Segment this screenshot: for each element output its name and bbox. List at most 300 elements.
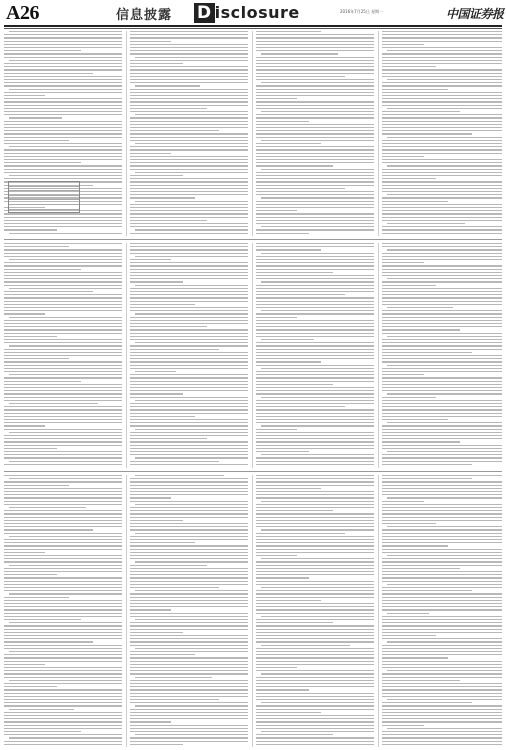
text-line <box>256 625 374 626</box>
text-line <box>256 220 374 221</box>
text-line <box>382 664 502 665</box>
text-line <box>4 226 122 227</box>
text-line <box>256 568 374 569</box>
text-line <box>4 365 122 366</box>
text-line <box>130 494 248 495</box>
text-line <box>256 204 374 205</box>
text-line <box>382 191 502 192</box>
text-line <box>382 448 502 449</box>
text-line <box>4 638 122 639</box>
text-line <box>256 352 374 353</box>
text-line <box>256 172 374 173</box>
text-line <box>261 731 374 732</box>
text-line <box>256 680 374 681</box>
text-line <box>4 262 122 263</box>
text-line <box>382 565 502 566</box>
text-line <box>9 146 122 147</box>
text-line <box>135 342 248 343</box>
text-line <box>4 124 122 125</box>
text-line <box>4 393 122 394</box>
text-line <box>382 47 502 48</box>
text-line <box>130 728 248 729</box>
text-line <box>9 709 74 710</box>
text-line <box>382 657 448 658</box>
text-line <box>256 194 374 195</box>
text-line <box>4 677 122 678</box>
text-line <box>256 413 374 414</box>
text-line <box>4 645 122 646</box>
text-line <box>256 98 297 99</box>
text-line <box>382 638 502 639</box>
text-line <box>382 545 448 546</box>
column-divider <box>252 475 253 747</box>
text-line <box>256 686 374 687</box>
text-line <box>256 272 333 273</box>
text-line <box>382 31 502 32</box>
text-line <box>382 60 502 61</box>
text-line <box>130 435 248 436</box>
text-line <box>256 606 374 607</box>
text-line <box>130 243 248 244</box>
text-line <box>4 416 122 417</box>
text-line <box>387 223 465 224</box>
text-line <box>4 635 122 636</box>
text-line <box>4 387 122 388</box>
text-line <box>256 526 374 527</box>
text-line <box>382 133 472 134</box>
text-line <box>256 552 374 553</box>
text-line <box>130 275 248 276</box>
page-number: A26 <box>6 2 39 24</box>
text-line <box>256 406 345 407</box>
text-line <box>130 301 248 302</box>
text-line <box>9 737 122 738</box>
text-line <box>130 213 248 214</box>
text-line <box>4 249 122 250</box>
section-rule <box>4 239 502 240</box>
text-line <box>382 577 502 578</box>
text-line <box>130 381 248 382</box>
text-line <box>382 571 502 572</box>
text-line <box>130 329 248 330</box>
text-line <box>130 197 195 198</box>
text-line <box>256 536 374 537</box>
text-line <box>4 705 122 706</box>
text-line <box>4 587 122 588</box>
text-line <box>261 501 374 502</box>
text-column <box>382 31 502 236</box>
text-line <box>130 41 171 42</box>
text-line <box>135 143 248 144</box>
text-line <box>387 451 502 452</box>
text-line <box>256 393 374 394</box>
text-line <box>256 285 374 286</box>
text-line <box>130 651 248 652</box>
text-line <box>256 291 374 292</box>
text-line <box>130 702 248 703</box>
text-line <box>130 377 248 378</box>
text-line <box>261 226 374 227</box>
text-line <box>4 539 122 540</box>
text-line <box>9 317 122 318</box>
text-line <box>130 387 248 388</box>
text-line <box>130 542 195 543</box>
text-line <box>130 513 248 514</box>
text-line <box>256 159 374 160</box>
text-line <box>382 253 502 254</box>
text-line <box>9 288 122 289</box>
text-line <box>387 555 502 556</box>
text-line <box>256 377 374 378</box>
text-line <box>382 603 502 604</box>
text-line <box>261 645 350 646</box>
text-line <box>130 76 248 77</box>
text-line <box>256 229 374 230</box>
text-line <box>130 278 248 279</box>
text-line <box>256 256 374 257</box>
text-line <box>4 590 122 591</box>
text-line <box>256 728 374 729</box>
section-title <box>116 3 300 23</box>
text-line <box>382 400 502 401</box>
text-line <box>4 333 122 334</box>
text-line <box>130 403 248 404</box>
text-line <box>256 92 374 93</box>
text-line <box>130 291 248 292</box>
text-line <box>130 320 248 321</box>
text-line <box>387 278 502 279</box>
text-line <box>4 368 122 369</box>
text-line <box>130 146 248 147</box>
text-line <box>256 613 374 614</box>
text-line <box>382 478 472 479</box>
text-line <box>4 294 122 295</box>
section-title-cn: 信息披露 <box>116 8 173 23</box>
text-line <box>382 345 502 346</box>
text-line <box>382 403 502 404</box>
text-line <box>256 44 374 45</box>
text-line <box>256 246 374 247</box>
text-line <box>256 278 374 279</box>
text-line <box>130 156 248 157</box>
text-line <box>382 625 502 626</box>
text-line <box>261 53 338 54</box>
text-line <box>135 677 212 678</box>
text-line <box>130 181 248 182</box>
text-line <box>256 162 374 163</box>
text-line <box>382 725 424 726</box>
column-divider <box>378 243 379 468</box>
text-line <box>382 89 448 90</box>
text-line <box>256 581 374 582</box>
text-line <box>130 265 248 266</box>
text-line <box>4 555 122 556</box>
text-line <box>130 82 248 83</box>
text-line <box>4 667 122 668</box>
text-line <box>130 69 248 70</box>
text-line <box>135 619 248 620</box>
text-line <box>4 44 122 45</box>
text-line <box>4 603 122 604</box>
text-line <box>256 149 374 150</box>
text-line <box>130 130 219 131</box>
text-line <box>256 121 309 122</box>
text-line <box>382 523 436 524</box>
text-line <box>256 523 374 524</box>
text-line <box>256 593 374 594</box>
text-line <box>130 635 248 636</box>
text-line <box>382 153 502 154</box>
text-line <box>4 712 122 713</box>
text-line <box>256 133 374 134</box>
text-line <box>130 34 248 35</box>
text-line <box>256 435 374 436</box>
text-line <box>130 539 248 540</box>
text-line <box>382 435 502 436</box>
column-divider <box>126 31 127 236</box>
text-line <box>130 683 248 684</box>
text-line <box>256 718 374 719</box>
text-line <box>382 262 424 263</box>
text-line <box>4 529 93 530</box>
text-line <box>382 629 502 630</box>
text-line <box>256 355 374 356</box>
text-line <box>4 313 45 314</box>
text-line <box>130 603 248 604</box>
text-line <box>130 358 248 359</box>
text-line <box>382 339 502 340</box>
text-line <box>256 275 374 276</box>
text-line <box>130 352 248 353</box>
text-line <box>382 651 502 652</box>
text-line <box>256 422 374 423</box>
text-column <box>256 243 374 468</box>
text-line <box>4 526 122 527</box>
text-line <box>256 481 374 482</box>
text-line <box>130 587 219 588</box>
text-line <box>4 108 122 109</box>
text-line <box>382 590 472 591</box>
text-line <box>4 441 122 442</box>
text-line <box>256 638 374 639</box>
text-line <box>382 731 502 732</box>
text-line <box>4 169 122 170</box>
text-line <box>387 336 502 337</box>
column-divider <box>252 31 253 236</box>
text-line <box>130 124 248 125</box>
text-line <box>130 419 248 420</box>
text-line <box>382 188 502 189</box>
text-line <box>130 111 248 112</box>
text-line <box>256 301 374 302</box>
text-line <box>135 371 176 372</box>
text-line <box>4 661 122 662</box>
text-line <box>130 66 248 67</box>
text-line <box>4 285 122 286</box>
text-line <box>256 358 374 359</box>
text-line <box>256 288 374 289</box>
text-line <box>256 114 374 115</box>
text-line <box>382 130 502 131</box>
text-line <box>4 73 93 74</box>
text-line <box>130 657 248 658</box>
text-line <box>256 105 374 106</box>
text-line <box>382 416 502 417</box>
text-line <box>256 689 309 690</box>
text-line <box>135 648 248 649</box>
text-line <box>4 217 122 218</box>
text-line <box>130 622 248 623</box>
text-line <box>256 409 374 410</box>
text-line <box>256 243 374 244</box>
text-line <box>382 114 502 115</box>
text-line <box>4 121 122 122</box>
text-line <box>382 677 502 678</box>
text-line <box>130 581 248 582</box>
text-line <box>256 201 374 202</box>
text-line <box>4 686 57 687</box>
text-line <box>256 326 374 327</box>
text-line <box>135 533 248 534</box>
section-title-en <box>194 3 300 23</box>
text-line <box>256 622 333 623</box>
text-line <box>256 457 374 458</box>
text-line <box>382 57 502 58</box>
section-title-en-rest: isclosure <box>214 3 300 22</box>
text-line <box>261 169 374 170</box>
text-line <box>130 664 248 665</box>
text-line <box>130 552 248 553</box>
text-line <box>387 137 502 138</box>
text-line <box>130 680 248 681</box>
text-line <box>256 693 374 694</box>
text-line <box>256 374 374 375</box>
text-line <box>130 485 248 486</box>
text-line <box>130 709 248 710</box>
text-line <box>382 117 502 118</box>
text-line <box>382 95 502 96</box>
text-line <box>382 705 502 706</box>
text-line <box>256 475 374 476</box>
text-line <box>382 197 502 198</box>
text-line <box>130 393 183 394</box>
text-line <box>4 172 122 173</box>
text-line <box>9 403 98 404</box>
text-line <box>382 600 502 601</box>
text-line <box>382 702 472 703</box>
masthead <box>0 0 506 24</box>
text-line <box>4 693 122 694</box>
text-line <box>130 262 248 263</box>
text-line <box>382 501 424 502</box>
text-line <box>382 413 502 414</box>
text-line <box>4 69 122 70</box>
text-line <box>4 584 122 585</box>
text-line <box>130 288 248 289</box>
text-line <box>382 310 502 311</box>
text-line <box>4 718 122 719</box>
text-line <box>130 461 219 462</box>
text-line <box>4 699 122 700</box>
text-line <box>130 31 248 32</box>
text-line <box>130 159 248 160</box>
text-line <box>256 188 345 189</box>
text-line <box>4 504 122 505</box>
text-line <box>130 422 248 423</box>
text-line <box>256 571 374 572</box>
text-line <box>4 390 122 391</box>
text-line <box>261 82 374 83</box>
text-line <box>382 207 502 208</box>
text-line <box>256 641 374 642</box>
text-line <box>4 406 122 407</box>
text-line <box>130 555 248 556</box>
text-line <box>130 488 248 489</box>
text-line <box>256 79 374 80</box>
text-line <box>382 92 502 93</box>
text-line <box>382 661 502 662</box>
text-line <box>256 478 374 479</box>
text-line <box>382 127 502 128</box>
text-line <box>382 441 460 442</box>
text-line <box>382 256 502 257</box>
text-line <box>382 101 502 102</box>
text-line <box>382 445 502 446</box>
text-line <box>135 172 248 173</box>
text-line <box>4 355 122 356</box>
text-line <box>256 494 374 495</box>
text-line <box>130 625 248 626</box>
text-line <box>256 223 374 224</box>
text-line <box>130 406 248 407</box>
text-line <box>382 291 502 292</box>
text-line <box>256 63 374 64</box>
text-line <box>261 425 374 426</box>
text-line <box>130 510 248 511</box>
text-line <box>4 400 122 401</box>
text-line <box>256 117 374 118</box>
text-line <box>130 507 248 508</box>
text-line <box>4 165 122 166</box>
text-line <box>382 204 502 205</box>
text-column <box>4 243 122 468</box>
text-line <box>4 162 81 163</box>
text-line <box>4 549 122 550</box>
text-line <box>130 89 248 90</box>
text-line <box>382 37 502 38</box>
text-line <box>130 413 248 414</box>
text-line <box>4 307 122 308</box>
text-line <box>4 552 45 553</box>
text-line <box>130 529 248 530</box>
issue-date: 2016年7月25日 星期一 <box>340 9 384 14</box>
text-line <box>4 377 122 378</box>
text-line <box>130 670 248 671</box>
text-line <box>130 718 248 719</box>
text-line <box>130 162 248 163</box>
text-line <box>130 194 248 195</box>
text-line <box>4 568 122 569</box>
text-line <box>256 574 374 575</box>
text-line <box>382 741 502 742</box>
text-line <box>382 217 502 218</box>
text-line <box>130 497 171 498</box>
text-line <box>382 69 502 70</box>
text-line <box>4 731 81 732</box>
text-line <box>387 584 502 585</box>
text-line <box>130 441 248 442</box>
text-column <box>130 243 248 468</box>
